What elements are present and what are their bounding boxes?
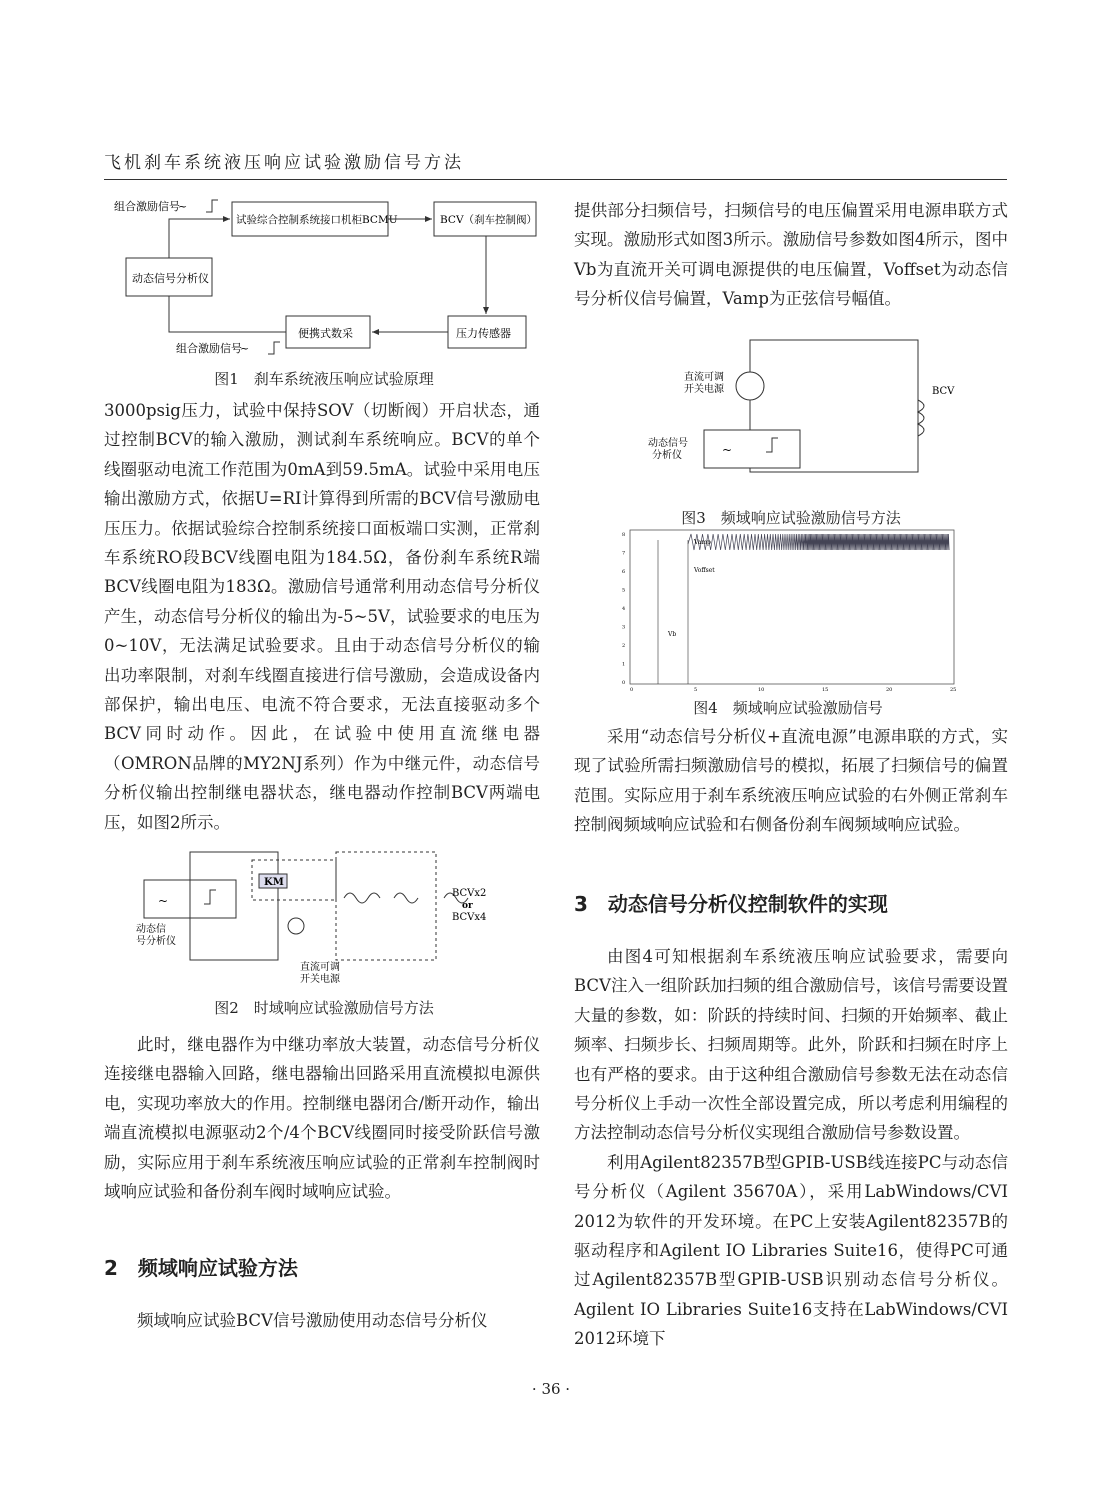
fig4-ytick: 8	[622, 532, 626, 538]
fig4-ytick: 6	[622, 569, 626, 575]
right-paragraph-4: 利用Agilent82357B型GPIB-USB线连接PC与动态信号分析仪（Agilent 35670A），采用LabWindows/CVI 2012为软件的开发环境。在PC上安装Agilent82357B的驱动程序和Agilent IO Libraries Suite16，使得PC可通过Agilent82357B型GPIB-USB识别动态信号分析仪。Agilent IO Libraries Suite16支持在LabWindows/CVI 2012环境下	[574, 1152, 1008, 1349]
page-number: · 36 ·	[531, 1380, 571, 1398]
fig2-bcv-l1: BCVx2	[452, 888, 487, 899]
fig1-box-analyzer: 动态信号分析仪	[132, 272, 209, 285]
right-column-2	[574, 722, 1008, 840]
fig4-vamp: Vamp	[694, 539, 711, 546]
figure-1-caption: 图1 刹车系统液压响应试验原理	[214, 370, 434, 388]
figure-4	[618, 526, 958, 716]
figure-1-diagram	[104, 192, 544, 357]
fig3-ps-l1: 直流可调	[684, 372, 724, 383]
fig4-xtick: 0	[630, 687, 634, 692]
running-header: 飞机刹车系统液压响应试验激励信号方法	[104, 148, 1007, 180]
fig4-ytick: 7	[622, 550, 626, 557]
right-paragraph-2: 采用“动态信号分析仪+直流电源”电源串联的方式，实现了试验所需扫频激励信号的模拟，拓展了扫频信号的偏置范围。实际应用于刹车系统液压响应试验的右外侧正常刹车控制阀频域响应试验和右侧备份刹车阀频域响应试验。	[574, 727, 1008, 835]
fig2-km: KM	[264, 877, 284, 888]
section-3-heading: 3 动态信号分析仪控制软件的实现	[574, 892, 888, 916]
fig3-an-l2: 分析仪	[652, 450, 682, 461]
fig4-ytick: 5	[622, 587, 626, 594]
fig2-bcv-l2: BCVx4	[452, 912, 487, 923]
fig3-an-l1: 动态信号	[648, 438, 688, 449]
fig2-ps-l1: 直流可调	[300, 962, 340, 973]
svg-text:~: ~	[178, 200, 188, 213]
left-column-3	[104, 1306, 540, 1335]
fig2-ps-l2: 开关电源	[300, 974, 340, 985]
left-column-2	[104, 1030, 540, 1206]
fig1-box-sensor: 压力传感器	[456, 327, 511, 340]
figure-3-diagram	[574, 338, 1008, 502]
fig4-xtick: 5	[694, 687, 698, 692]
fig1-box-bcmu: 试验综合控制系统接口机柜BCMU	[236, 214, 398, 226]
fig4-ytick: 0	[622, 680, 626, 686]
figure-2	[104, 848, 544, 1018]
fig4-xtick: 15	[822, 687, 829, 692]
figure-4-plot	[618, 526, 958, 692]
figure-4-caption: 图4 频域响应试验激励信号	[693, 699, 883, 717]
fig2-bcv-or: or	[462, 901, 473, 911]
fig4-ytick: 4	[622, 606, 626, 612]
fig4-sweep-signal	[688, 534, 949, 550]
fig4-xtick: 20	[886, 687, 893, 692]
section-2-heading: 2 频域响应试验方法	[104, 1256, 298, 1280]
right-column-3	[574, 942, 1008, 1354]
svg-text:~: ~	[722, 443, 733, 457]
fig4-ytick: 3	[622, 624, 626, 631]
fig3-ps-l2: 开关电源	[684, 384, 724, 395]
left-paragraph-1: 3000psig压力，试验中保持SOV（切断阀）开启状态，通过控制BCV的输入激励，测试刹车系统响应。BCV的单个线圈驱动电流工作范围为0mA到59.5mA。试验中采用电压输出激励方式，依据U=RI计算得到所需的BCV信号激励电压压力。依据试验综合控制系统接口面板端口实测，正常刹车系统RO段BCV线圈电阻为184.5Ω，备份刹车系统R端BCV线圈电阻为183Ω。激励信号通常利用动态信号分析仪产生，动态信号分析仪的输出为-5~5V，试验要求的电压为0~10V，无法满足试验要求。且由于动态信号分析仪的输出功率限制，对刹车线圈直接进行信号激励，会造成设备内部保护，输出电压、电流不符合要求，无法直接驱动多个BCV同时动作。因此，在试验中使用直流继电器（OMRON品牌的MY2NJ系列）作为中继元件，动态信号分析仪输出控制继电器状态，继电器动作控制BCV两端电压，如图2所示。	[104, 401, 540, 832]
fig1-box-recorder: 便携式数采	[298, 327, 353, 340]
left-paragraph-2: 此时，继电器作为中继功率放大装置，动态信号分析仪连接继电器输入回路，继电器输出回路采用直流模拟电源供电，实现功率放大的作用。控制继电器闭合/断开动作，输出端直流模拟电源驱动2个/4个BCV线圈同时接受阶跃信号激励，实际应用于刹车系统液压响应试验的正常刹车控制阀时域响应试验和备份刹车阀时域响应试验。	[104, 1035, 540, 1202]
fig4-vb: Vb	[668, 631, 677, 638]
figure-1	[104, 192, 544, 388]
figure-2-diagram	[104, 848, 544, 988]
right-paragraph-1: 提供部分扫频信号，扫频信号的电压偏置采用电源串联方式实现。激励形式如图3所示。激励信号参数如图4所示，图中Vb为直流开关可调电源提供的电压偏置，Voffset为动态信号分析仪信号偏置，Vamp为正弦信号幅值。	[574, 201, 1008, 309]
fig1-signal-top: 组合激励信号	[114, 200, 180, 213]
fig4-xtick: 10	[758, 687, 765, 692]
fig4-sweep-line	[688, 534, 949, 550]
svg-text:~: ~	[240, 342, 250, 355]
fig4-xtick: 25	[950, 687, 957, 692]
figure-3	[574, 338, 1008, 527]
fig1-signal-bottom: 组合激励信号	[176, 342, 242, 355]
fig2-analyzer-l1: 动态信	[136, 924, 166, 935]
fig2-analyzer-l2: 号分析仪	[136, 936, 176, 947]
left-column	[104, 396, 540, 837]
figure-2-caption: 图2 时域响应试验激励信号方法	[214, 999, 434, 1017]
fig1-box-bcv: BCV（刹车控制阀）	[440, 214, 538, 226]
fig4-ytick: 2	[622, 643, 626, 649]
right-column-1	[574, 196, 1008, 314]
svg-text:~: ~	[158, 894, 169, 908]
figure-3-caption: 图3 频域响应试验激励信号方法	[681, 509, 901, 527]
fig4-voffset: Voffset	[694, 567, 715, 574]
right-paragraph-3: 由图4可知根据刹车系统液压响应试验要求，需要向BCV注入一组阶跃加扫频的组合激励信号，该信号需要设置大量的参数，如：阶跃的持续时间、扫频的开始频率、截止频率、扫频步长、扫频周期等。此外，阶跃和扫频在时序上也有严格的要求。由于这种组合激励信号参数无法在动态信号分析仪上手动一次性全部设置完成，所以考虑利用编程的方法控制动态信号分析仪实现组合激励信号参数设置。	[574, 947, 1008, 1143]
fig3-bcv: BCV	[932, 386, 955, 397]
fig4-ytick: 1	[622, 661, 626, 668]
left-paragraph-3: 频域响应试验BCV信号激励使用动态信号分析仪	[137, 1311, 488, 1330]
